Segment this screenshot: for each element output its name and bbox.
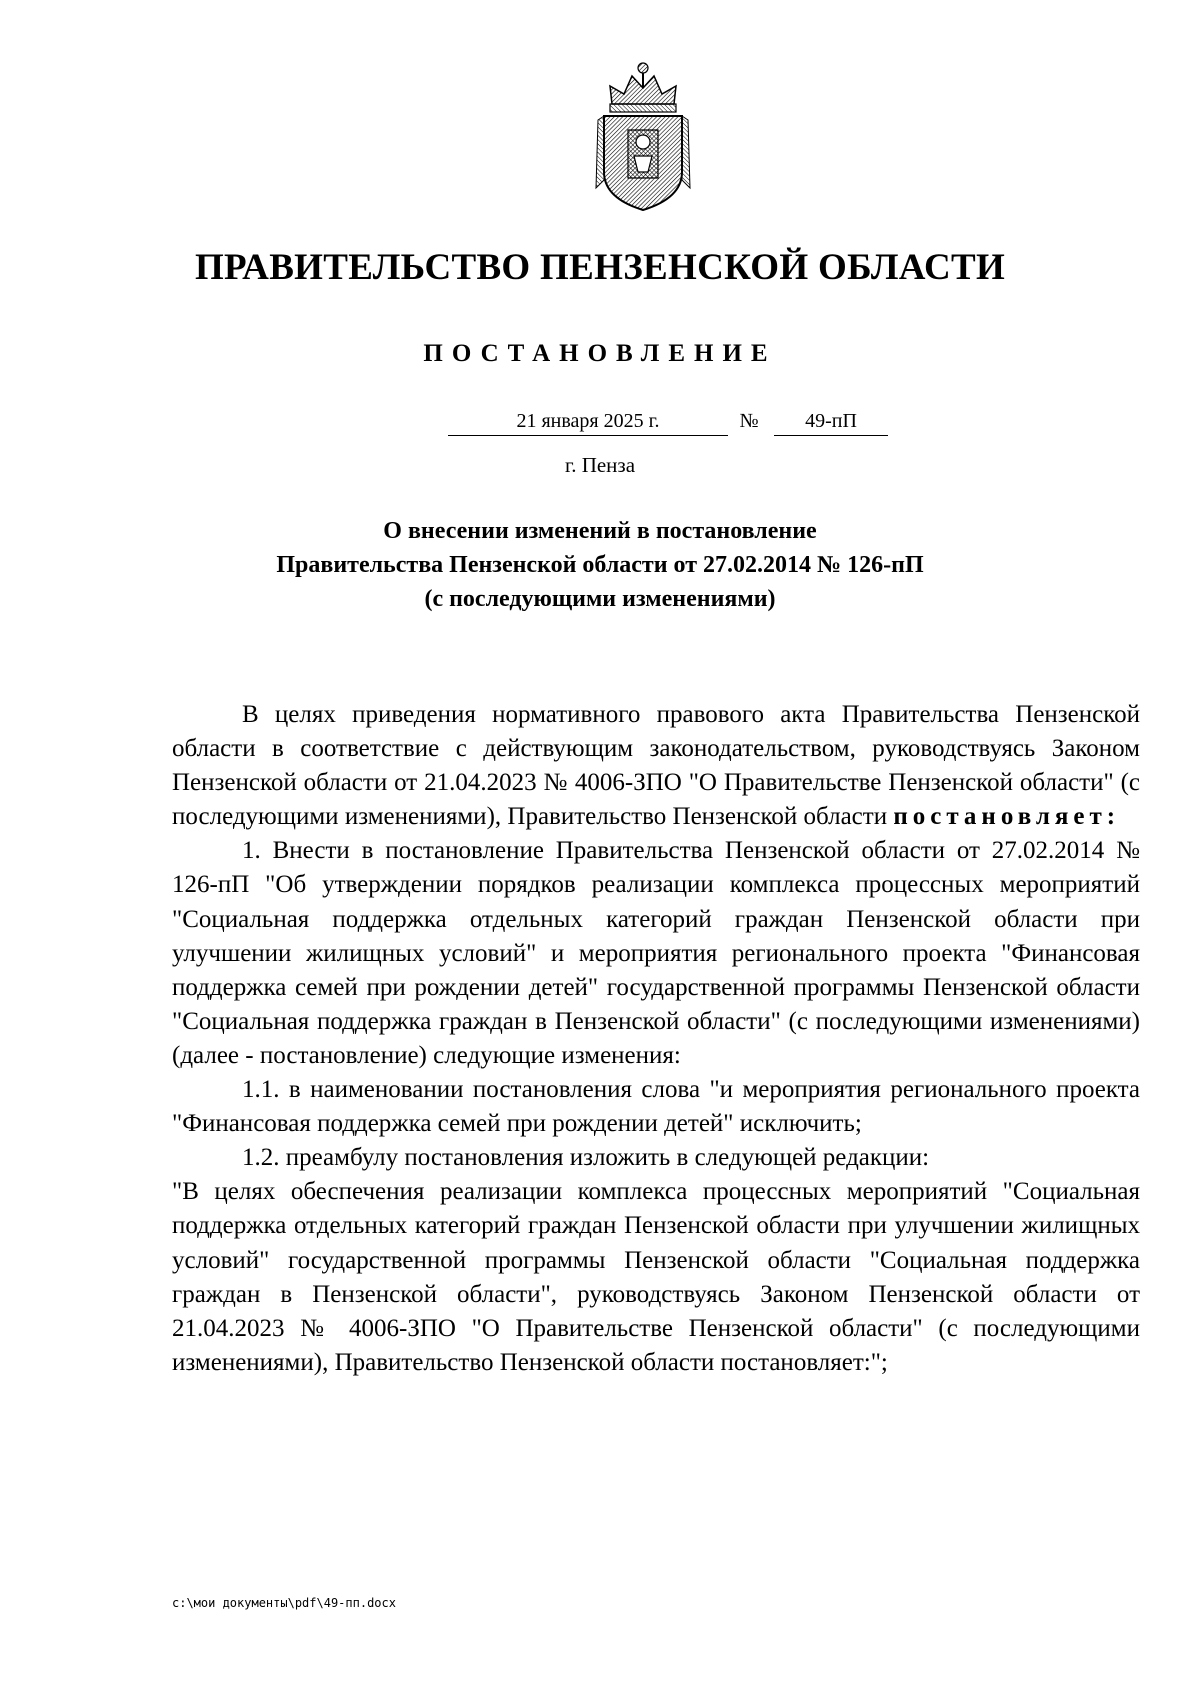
file-path-footer: c:\мои документы\pdf\49-пп.docx bbox=[172, 1596, 396, 1610]
preamble-decree-word: постановляет: bbox=[893, 803, 1121, 831]
document-number: 49-пП bbox=[774, 410, 888, 436]
organization-title: ПРАВИТЕЛЬСТВО ПЕНЗЕНСКОЙ ОБЛАСТИ bbox=[194, 247, 1006, 288]
paragraph-item-1-1: 1.1. в наименовании постановления слова "и мероприятия регионального проекта "Финансовая поддержка семей при рождении детей" исключить; bbox=[172, 1076, 1140, 1138]
date-number-line bbox=[448, 410, 888, 442]
subject-line-3: (с последующими изменениями) bbox=[424, 586, 776, 612]
document-subject bbox=[0, 514, 1200, 616]
paragraph-new-preamble: "В целях обеспечения реализации комплекса процессных мероприятий "Социальная поддержка отдельных категорий граждан Пензенской области при улучшении жилищных условий" государственной программы Пензенской области "Социальная поддержка граждан в Пензенской области", руководствуясь Законом Пензенской области от 21.04.2023 № 4006-ЗПО "О Правительстве Пензенской области" (с последующими изменениями), Правительство Пензенской области постановляет:"; bbox=[172, 1178, 1140, 1376]
subject-line-2: Правительства Пензенской области от 27.02.2014 № 126-пП bbox=[276, 552, 924, 578]
preamble-text: В целях приведения нормативного правового акта Правительства Пензенской области в соответствие с действующим законодательством, руководствуясь Законом Пензенской области от 21.04.2023 № 4006-ЗПО "О Правительстве Пензенской области" (с последующими изменениями), Правительство Пензенской области bbox=[172, 701, 1140, 831]
paragraph-preamble bbox=[172, 698, 1140, 834]
paragraph-item-1-2: 1.2. преамбулу постановления изложить в следующей редакции: bbox=[242, 1144, 930, 1172]
number-sign: № bbox=[739, 410, 759, 432]
document-type-title: ПОСТАНОВЛЕНИЕ bbox=[423, 340, 777, 367]
document-body bbox=[172, 698, 1140, 1380]
document-city: г. Пенза bbox=[564, 453, 636, 477]
subject-line-1: О внесении изменений в постановление bbox=[383, 518, 817, 544]
paragraph-item-1: 1. Внести в постановление Правительства Пензенской области от 27.02.2014 № 126-пП "Об утверждении порядков реализации комплекса процессных мероприятий "Социальная поддержка отдельных категорий граждан Пензенской области при улучшении жилищных условий" и мероприятия регионального проекта "Финансовая поддержка семей при рождении детей" государственной программы Пензенской области "Социальная поддержка граждан в Пензенской области" (с последующими изменениями) (далее - постановление) следующие изменения: bbox=[172, 837, 1140, 1069]
document-date: 21 января 2025 г. bbox=[448, 410, 728, 436]
coat-of-arms-emblem bbox=[590, 60, 696, 212]
